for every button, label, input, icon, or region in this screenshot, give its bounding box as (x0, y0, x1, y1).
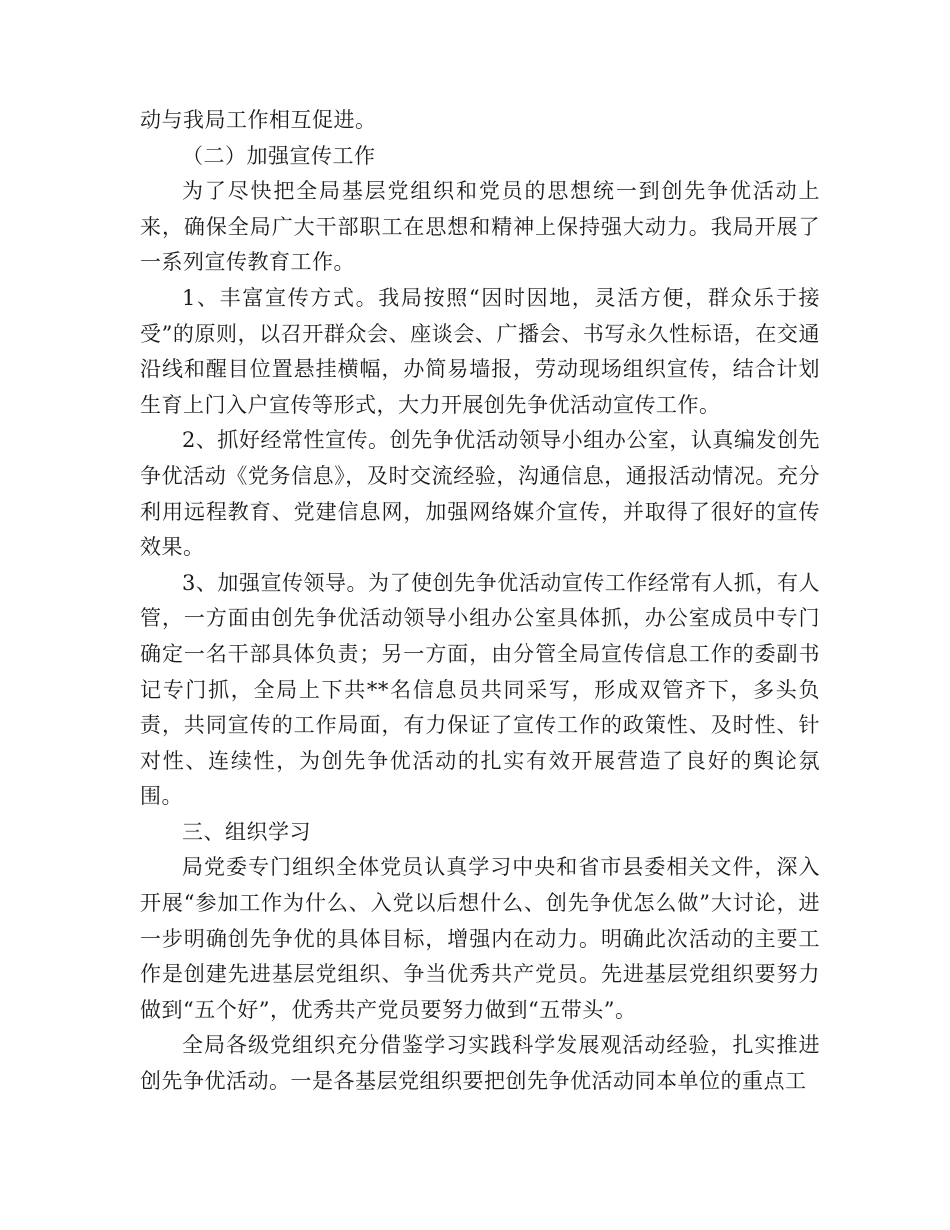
section-heading-study: 三、组织学习 (182, 819, 311, 844)
paragraph-publicity-methods: 1、丰富宣传方式。我局按照“因时因地，灵活方便，群众乐于接受”的原则，以召开群众会、座谈会、广播会、书写永久性标语，在交通沿线和醒目位置悬挂横幅，办简易墙报，劳动现场组织宣传，结合计划生育上门入户宣传等形式，大力开展创先争优活动宣传工作。 (140, 285, 820, 417)
paragraph-study-organization: 局党委专门组织全体党员认真学习中央和省市县委相关文件，深入开展“参加工作为什么、入党以后想什么、创先争优怎么做”大讨论，进一步明确创先争优的具体目标，增强内在动力。明确此次活动的主要工作是创建先进基层党组织、争当优秀共产党员。先进基层党组织要努力做到“五个好”，优秀共产党员要努力做到“五带头”。 (140, 855, 820, 1022)
paragraph-continuation: 动与我局工作相互促进。 (140, 108, 377, 132)
paragraph-regular-publicity: 2、抓好经常性宣传。创先争优活动领导小组办公室，认真编发创先争优活动《党务信息》，及时交流经验，沟通信息，通报活动情况。充分利用远程教育、党建信息网，加强网络媒介宣传，并取得了很好的宣传效果。 (140, 428, 820, 560)
section-heading-publicity: （二）加强宣传工作 (182, 143, 376, 168)
paragraph-publicity-intro: 为了尽快把全局基层党组织和党员的思想统一到创先争优活动上来，确保全局广大干部职工在思想和精神上保持强大动力。我局开展了一系列宣传教育工作。 (140, 179, 820, 275)
paragraph-study-experience: 全局各级党组织充分借鉴学习实践科学发展观活动经验，扎实推进创先争优活动。一是各基层党组织要把创先争优活动同本单位的重点工 (140, 1033, 820, 1094)
paragraph-publicity-leadership: 3、加强宣传领导。为了使创先争优活动宣传工作经常有人抓，有人管，一方面由创先争优活动领导小组办公室具体抓，办公室成员中专门确定一名干部具体负责；另一方面，由分管全局宣传信息工作的委副书记专门抓，全局上下共**名信息员共同采写，形成双管齐下，多头负责，共同宣传的工作局面，有力保证了宣传工作的政策性、及时性、针对性、连续性，为创先争优活动的扎实有效开展营造了良好的舆论氛围。 (140, 570, 820, 809)
